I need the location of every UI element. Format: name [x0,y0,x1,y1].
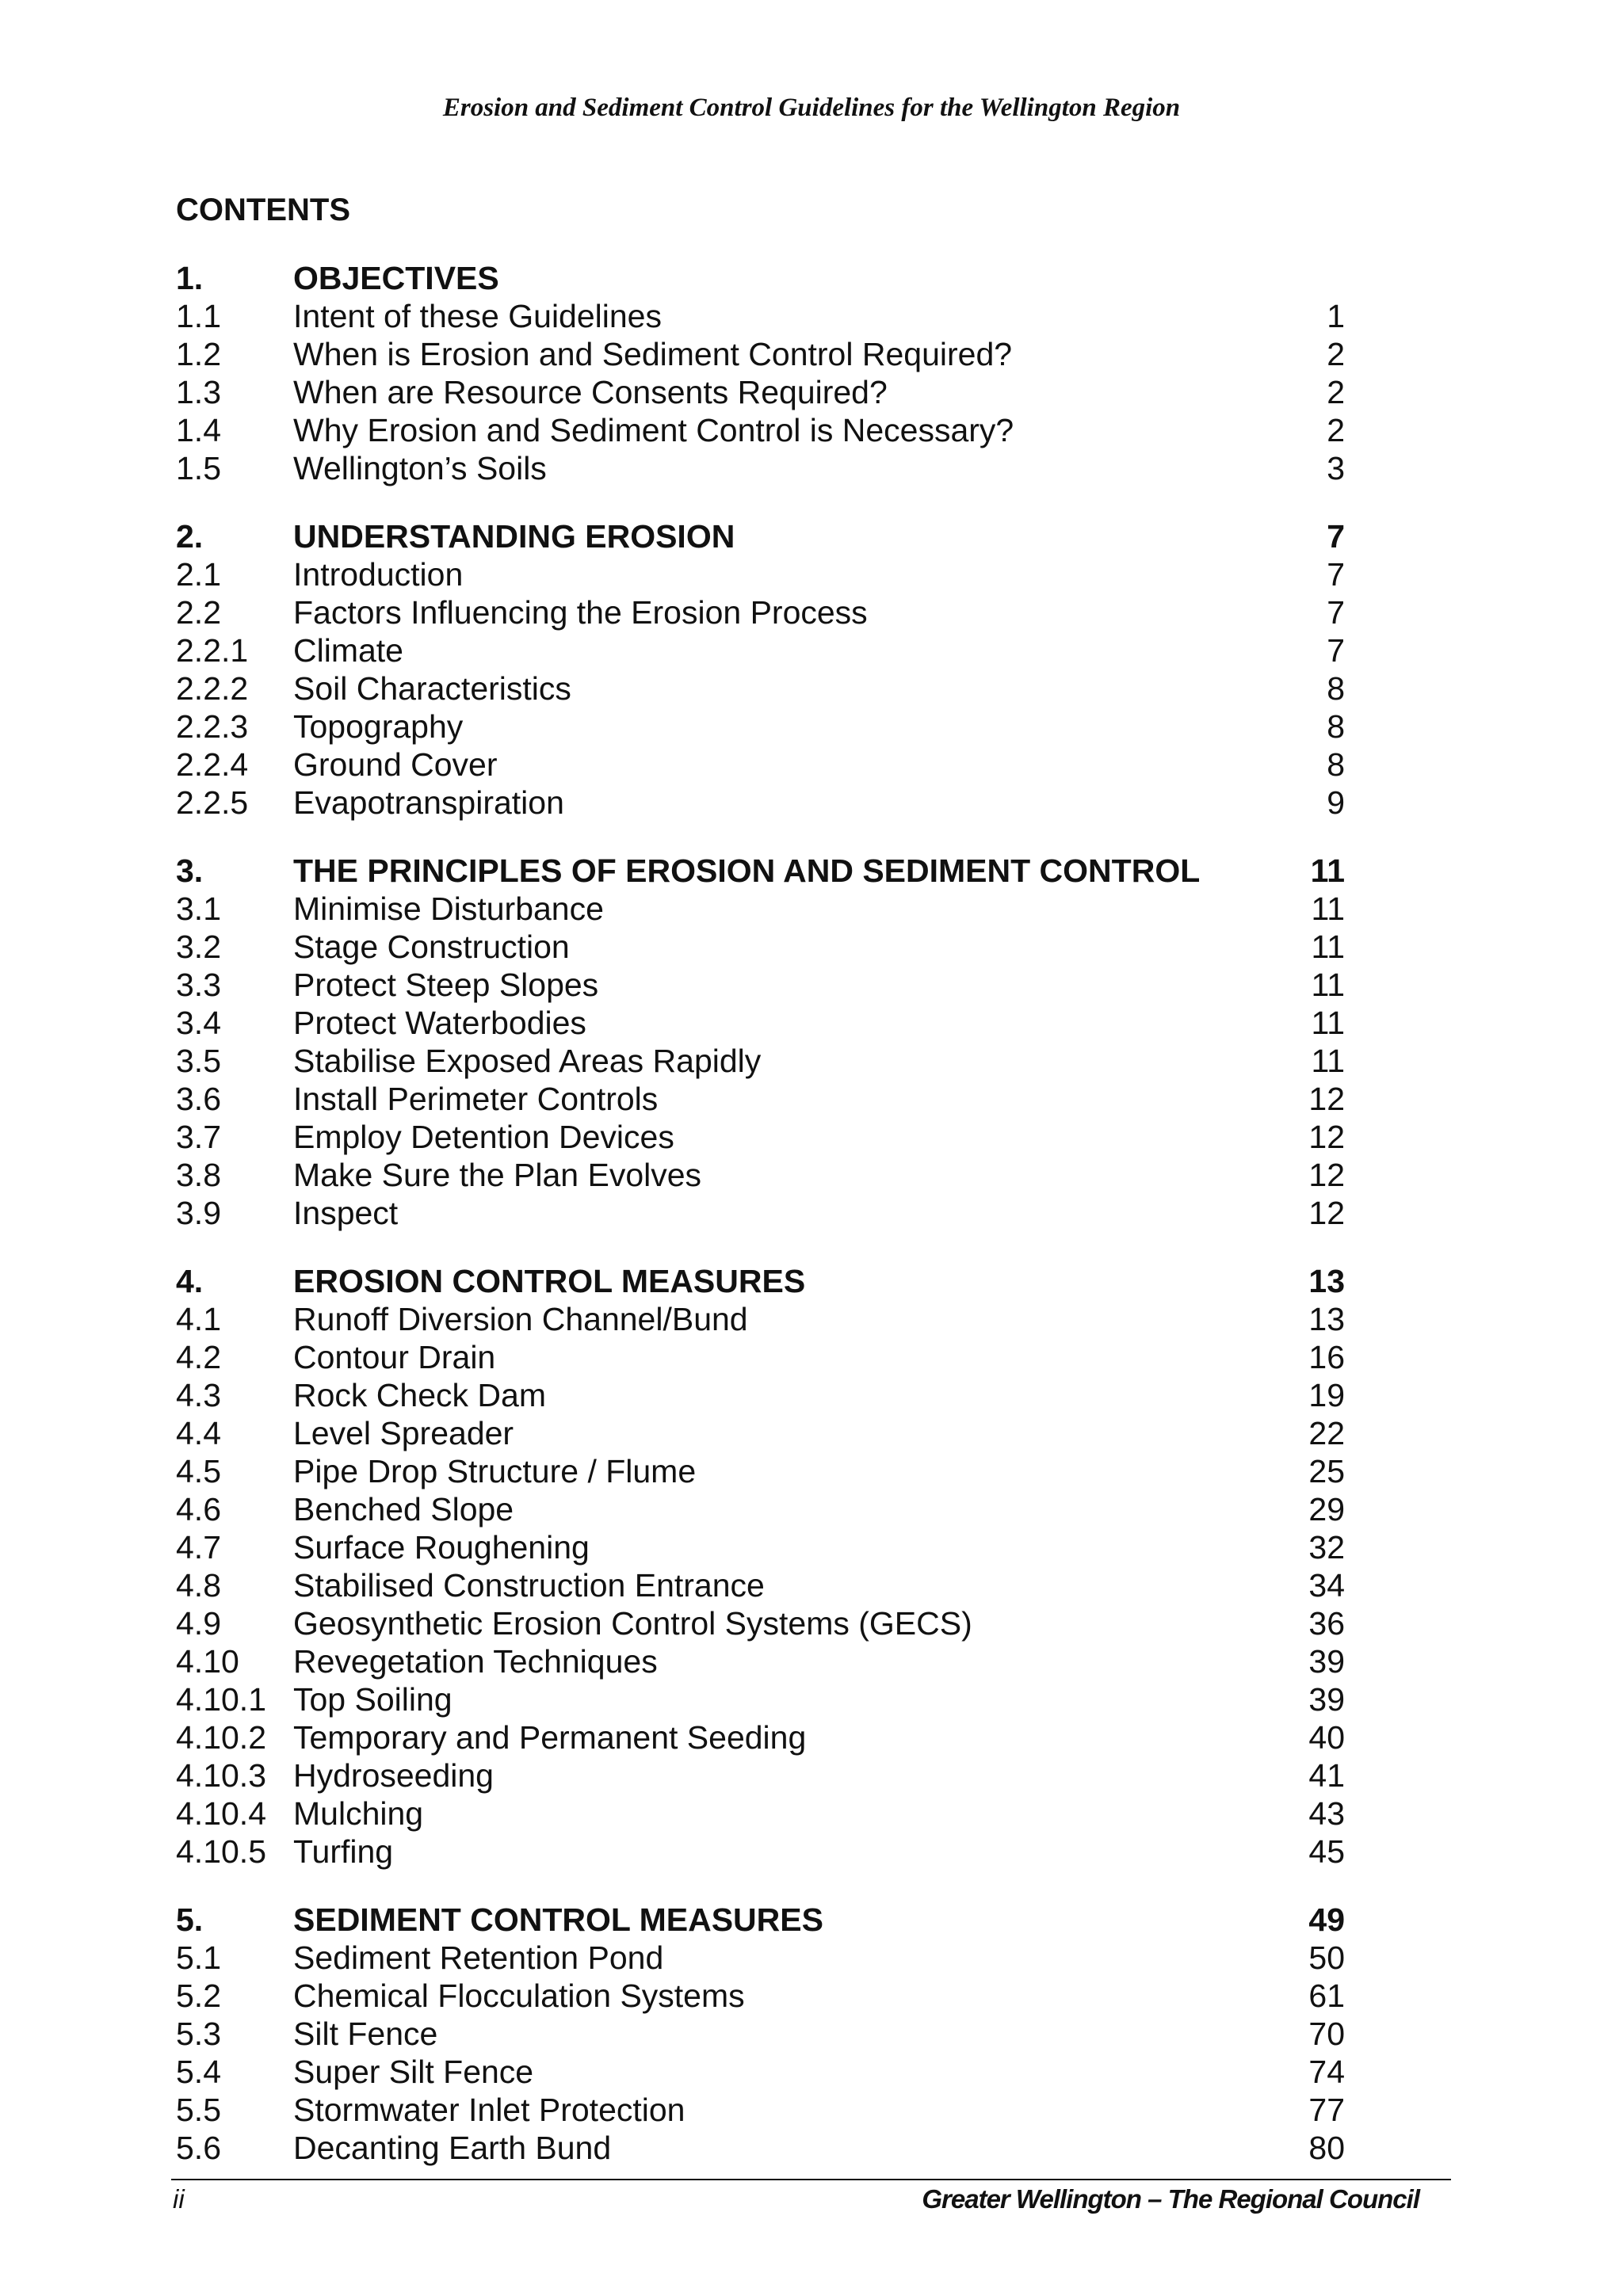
toc-page: 74 [1308,2054,1345,2090]
toc-title: Geosynthetic Erosion Control Systems (GECS) [293,1605,972,1642]
toc-number: 3. [176,852,204,889]
toc-entry[interactable] [176,593,1345,631]
footer-rule [171,2179,1451,2180]
toc-page: 8 [1327,708,1345,745]
toc-section-heading[interactable] [176,517,1345,555]
toc-entry[interactable] [176,1414,1345,1452]
toc-entry[interactable] [176,631,1345,669]
toc-number: 2.2 [176,594,221,631]
toc-title: Make Sure the Plan Evolves [293,1157,702,1193]
toc-title: Minimise Disturbance [293,891,604,927]
toc-page: 11 [1311,1005,1345,1041]
toc-entry[interactable] [176,890,1345,928]
toc-title: Wellington’s Soils [293,450,547,486]
toc-title: Evapotranspiration [293,784,564,821]
toc-title: Employ Detention Devices [293,1119,674,1155]
toc-page: 7 [1327,594,1345,631]
document-header: Erosion and Sediment Control Guidelines for the Wellington Region [442,93,1181,122]
toc-section-heading[interactable] [176,1901,1345,1939]
toc-title: Factors Influencing the Erosion Process [293,594,868,631]
toc-number: 4.10.1 [176,1681,266,1718]
toc-title: Sediment Retention Pond [293,1939,664,1976]
toc-entry[interactable] [176,1718,1345,1756]
toc-number: 2.2.2 [176,670,249,707]
toc-number: 2.2.3 [176,708,249,745]
toc-page: 22 [1308,1415,1345,1451]
toc-page: 7 [1327,518,1345,555]
toc-number: 2. [176,518,204,555]
toc-entry[interactable] [176,1756,1345,1794]
toc-number: 4.4 [176,1415,221,1451]
toc-number: 1.4 [176,412,221,448]
toc-number: 4.7 [176,1529,221,1566]
contents-title: CONTENTS [176,193,350,227]
toc-title: UNDERSTANDING EROSION [293,518,735,555]
toc-page: 41 [1308,1757,1345,1794]
toc-title: Protect Steep Slopes [293,967,599,1003]
toc-number: 1.3 [176,374,221,410]
toc-page: 8 [1327,670,1345,707]
toc-page: 34 [1308,1567,1345,1604]
toc-entry[interactable] [176,2129,1345,2167]
toc-number: 4.9 [176,1605,221,1642]
toc-page: 2 [1327,412,1345,448]
toc-page: 50 [1308,1939,1345,1976]
toc-entry[interactable] [176,2015,1345,2053]
toc-number: 1.1 [176,298,221,334]
toc-page: 13 [1308,1263,1345,1299]
toc-page: 11 [1311,929,1345,965]
toc-title: Soil Characteristics [293,670,571,707]
toc-page: 80 [1308,2130,1345,2166]
toc-number: 4.5 [176,1453,221,1489]
toc-page: 32 [1308,1529,1345,1566]
toc-number: 4.10.2 [176,1719,266,1756]
toc-entry[interactable] [176,2091,1345,2129]
toc-entry[interactable] [176,449,1345,487]
toc-number: 5.2 [176,1978,221,2014]
toc-title: Ground Cover [293,746,498,783]
toc-section-heading[interactable] [176,1262,1345,1300]
toc-title: Contour Drain [293,1339,496,1375]
toc-entry[interactable] [176,411,1345,449]
toc-entry[interactable] [176,707,1345,746]
toc-title: Top Soiling [293,1681,453,1718]
toc-title: Surface Roughening [293,1529,590,1566]
toc-title: Hydroseeding [293,1757,494,1794]
toc-entry[interactable] [176,1833,1345,1871]
toc-section-heading[interactable] [176,852,1345,890]
toc-page: 61 [1308,1978,1345,2014]
toc-title: Inspect [293,1195,399,1231]
toc-number: 4.3 [176,1377,221,1413]
toc-title: THE PRINCIPLES OF EROSION AND SEDIMENT CONTROL [293,852,1201,889]
toc-entry[interactable] [176,1566,1345,1604]
toc-title: Climate [293,632,403,669]
toc-page: 12 [1308,1195,1345,1231]
toc-page: 11 [1311,891,1345,927]
toc-title: Stabilise Exposed Areas Rapidly [293,1043,762,1079]
toc-entry[interactable] [176,2053,1345,2091]
toc-title: Super Silt Fence [293,2054,534,2090]
toc-number: 3.2 [176,929,221,965]
toc-entry[interactable] [176,746,1345,784]
toc-title: Turfing [293,1833,394,1870]
footer-page-number: ii [173,2184,185,2214]
toc-number: 4.2 [176,1339,221,1375]
toc-page: 11 [1311,1043,1345,1079]
toc-page: 12 [1308,1157,1345,1193]
toc-page: 11 [1310,852,1345,889]
toc-entry[interactable] [176,784,1345,822]
toc-title: SEDIMENT CONTROL MEASURES [293,1901,823,1938]
toc-entry[interactable] [176,1376,1345,1414]
toc-title: Pipe Drop Structure / Flume [293,1453,697,1489]
toc-title: Topography [293,708,464,745]
toc-title: Level Spreader [293,1415,514,1451]
toc-title: Decanting Earth Bund [293,2130,612,2166]
toc-number: 2.1 [176,556,221,593]
toc-number: 4.10.5 [176,1833,266,1870]
toc-entry[interactable] [176,1452,1345,1490]
toc-number: 5.3 [176,2016,221,2052]
toc-number: 4. [176,1263,204,1299]
toc-page: 13 [1308,1301,1345,1337]
toc-entry[interactable] [176,1042,1345,1080]
toc-title: Install Perimeter Controls [293,1081,659,1117]
toc-number: 3.9 [176,1195,221,1231]
toc-number: 3.6 [176,1081,221,1117]
toc-entry[interactable] [176,966,1345,1004]
toc-page: 2 [1327,336,1345,372]
toc-entry[interactable] [176,1642,1345,1680]
toc-section-heading[interactable] [176,259,1345,297]
toc-entry[interactable] [176,1194,1345,1232]
toc-page: 40 [1308,1719,1345,1756]
toc-number: 3.8 [176,1157,221,1193]
toc-page: 43 [1308,1795,1345,1832]
toc-page: 39 [1308,1681,1345,1718]
toc-number: 2.2.1 [176,632,249,669]
footer-organisation: Greater Wellington – The Regional Council [922,2184,1419,2214]
toc-number: 4.10 [176,1643,239,1680]
toc-title: Why Erosion and Sediment Control is Necessary? [293,412,1014,448]
toc-page: 12 [1308,1081,1345,1117]
toc-title: When is Erosion and Sediment Control Required? [293,336,1013,372]
toc-entry[interactable] [176,1156,1345,1194]
toc-number: 3.4 [176,1005,221,1041]
toc-title: Intent of these Guidelines [293,298,662,334]
toc-number: 4.10.3 [176,1757,266,1794]
toc-page: 70 [1308,2016,1345,2052]
toc-title: Protect Waterbodies [293,1005,586,1041]
toc-number: 3.7 [176,1119,221,1155]
toc-page: 7 [1327,556,1345,593]
toc-title: Revegetation Techniques [293,1643,658,1680]
toc-title: Stormwater Inlet Protection [293,2092,685,2128]
toc-page: 39 [1308,1643,1345,1680]
toc-entry[interactable] [176,928,1345,966]
toc-number: 2.2.4 [176,746,249,783]
toc-entry[interactable] [176,1490,1345,1528]
toc-number: 2.2.5 [176,784,249,821]
toc-entry[interactable] [176,1300,1345,1338]
toc-page: 36 [1308,1605,1345,1642]
toc-entry[interactable] [176,335,1345,373]
toc-number: 5.4 [176,2054,221,2090]
toc-page: 8 [1327,746,1345,783]
toc-entry[interactable] [176,1977,1345,2015]
toc-title: OBJECTIVES [293,260,499,296]
toc-title: Rock Check Dam [293,1377,546,1413]
toc-entry[interactable] [176,1939,1345,1977]
toc-page: 7 [1327,632,1345,669]
toc-number: 4.1 [176,1301,221,1337]
toc-title: Introduction [293,556,464,593]
toc-entry[interactable] [176,1680,1345,1718]
toc-number: 1. [176,260,204,296]
toc-number: 5. [176,1901,204,1938]
toc-entry[interactable] [176,1004,1345,1042]
toc-number: 1.2 [176,336,221,372]
toc-number: 5.6 [176,2130,221,2166]
toc-page: 11 [1311,967,1345,1003]
toc-entry[interactable] [176,555,1345,593]
toc-entry[interactable] [176,669,1345,707]
toc-title: Runoff Diversion Channel/Bund [293,1301,748,1337]
toc-entry[interactable] [176,1338,1345,1376]
toc-title: Chemical Flocculation Systems [293,1978,745,2014]
toc-title: Temporary and Permanent Seeding [293,1719,807,1756]
toc-page: 16 [1308,1339,1345,1375]
toc-entry[interactable] [176,1794,1345,1833]
toc-page: 25 [1308,1453,1345,1489]
toc-title: Stabilised Construction Entrance [293,1567,765,1604]
toc-number: 1.5 [176,450,221,486]
toc-page: 2 [1327,374,1345,410]
toc-title: Silt Fence [293,2016,438,2052]
toc-number: 4.6 [176,1491,221,1527]
toc-number: 3.3 [176,967,221,1003]
toc-number: 3.1 [176,891,221,927]
toc-number: 3.5 [176,1043,221,1079]
toc-title: Stage Construction [293,929,570,965]
toc-number: 4.10.4 [176,1795,266,1832]
toc-entry[interactable] [176,1118,1345,1156]
toc-entry[interactable] [176,297,1345,335]
toc-title: Mulching [293,1795,424,1832]
toc-title: When are Resource Consents Required? [293,374,888,410]
toc-page: 77 [1308,2092,1345,2128]
toc-entry[interactable] [176,1080,1345,1118]
toc-page: 45 [1308,1833,1345,1870]
toc-page: 3 [1327,450,1345,486]
toc-page: 1 [1327,298,1345,334]
toc-entry[interactable] [176,1604,1345,1642]
toc-page: 19 [1308,1377,1345,1413]
toc-title: EROSION CONTROL MEASURES [293,1263,806,1299]
toc-entry[interactable] [176,1528,1345,1566]
toc-number: 5.1 [176,1939,221,1976]
toc-number: 4.8 [176,1567,221,1604]
toc-page: 49 [1308,1901,1345,1938]
toc-page: 29 [1308,1491,1345,1527]
toc-page: 9 [1327,784,1345,821]
toc-title: Benched Slope [293,1491,514,1527]
table-of-contents [176,259,1345,2167]
toc-entry[interactable] [176,373,1345,411]
toc-page: 12 [1308,1119,1345,1155]
toc-number: 5.5 [176,2092,221,2128]
